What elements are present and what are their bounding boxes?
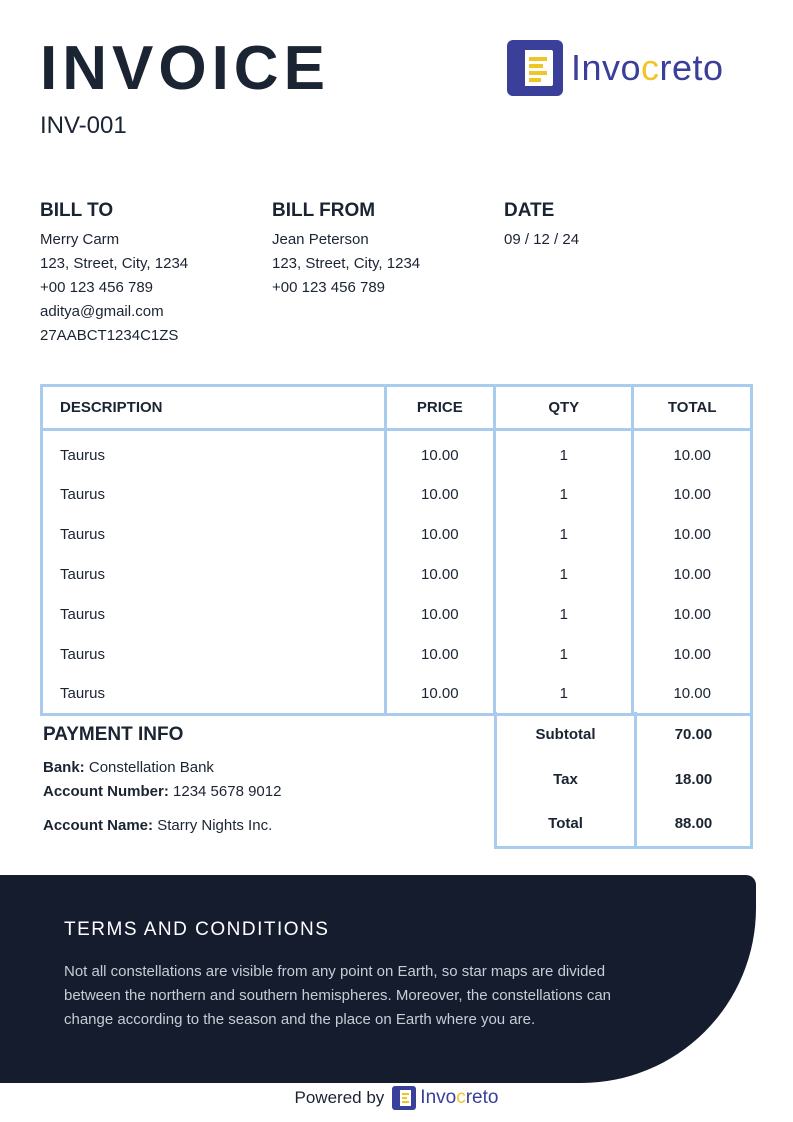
subtotal-label: Subtotal xyxy=(496,712,636,757)
item-description: Taurus xyxy=(42,430,386,475)
item-total: 10.00 xyxy=(673,526,711,543)
subtotal-row xyxy=(496,712,752,757)
bill-to-address: 123, Street, City, 1234 xyxy=(40,255,189,272)
bill-to-heading: BILL TO xyxy=(40,200,114,221)
document-icon xyxy=(392,1086,416,1110)
item-description: Taurus xyxy=(42,475,386,515)
item-total: 10.00 xyxy=(673,566,711,583)
item-qty: 1 xyxy=(495,595,633,635)
table-header-row xyxy=(42,386,752,430)
brand-name: Invocreto xyxy=(571,47,724,88)
item-total: 10.00 xyxy=(673,606,711,623)
terms-body: Not all constellations are visible from any point on Earth, so star maps are divided between the northern and southern hemispheres. Moreover, the constellations can change according to the season and the place on Earth where you are. xyxy=(64,963,612,1028)
item-description: Taurus xyxy=(42,515,386,555)
brand-logo xyxy=(507,40,724,96)
item-price: 10.00 xyxy=(385,555,495,595)
item-qty: 1 xyxy=(495,515,633,555)
tax-label: Tax xyxy=(496,757,636,802)
bill-from-name: Jean Peterson xyxy=(272,231,369,248)
total-row xyxy=(496,802,752,847)
table-row xyxy=(42,555,752,595)
item-qty: 1 xyxy=(495,555,633,595)
date-value: 09 / 12 / 24 xyxy=(504,231,580,248)
invoice-title: INVOICE xyxy=(40,34,330,103)
item-price: 10.00 xyxy=(385,675,495,715)
item-price: 10.00 xyxy=(385,515,495,555)
tax-value: 18.00 xyxy=(674,771,713,788)
table-row xyxy=(42,515,752,555)
bill-from-address: 123, Street, City, 1234 xyxy=(272,255,421,272)
item-qty: 1 xyxy=(495,430,633,475)
item-qty: 1 xyxy=(495,675,633,715)
bill-to-tax-id: 27AABCT1234C1ZS xyxy=(40,327,179,344)
bill-from-block xyxy=(272,200,420,300)
footer xyxy=(0,1086,793,1110)
table-row xyxy=(42,595,752,635)
payment-info xyxy=(43,724,281,838)
subtotal-value: 70.00 xyxy=(674,726,713,743)
item-total: 10.00 xyxy=(673,646,711,663)
item-price: 10.00 xyxy=(385,430,495,475)
invoice-number: INV-001 xyxy=(40,112,127,139)
date-block xyxy=(504,200,579,252)
totals-table xyxy=(494,712,753,849)
account-name-line: Account Name: Starry Nights Inc. xyxy=(43,817,273,834)
bill-from-phone: +00 123 456 789 xyxy=(272,279,386,296)
item-price: 10.00 xyxy=(385,595,495,635)
account-number-line: Account Number: 1234 5678 9012 xyxy=(43,783,282,800)
bill-from-heading: BILL FROM xyxy=(272,200,376,221)
item-description: Taurus xyxy=(42,555,386,595)
total-label: Total xyxy=(496,802,636,847)
terms-heading: TERMS AND CONDITIONS xyxy=(64,919,330,940)
item-total: 10.00 xyxy=(673,447,711,465)
powered-by-text: Powered by xyxy=(294,1088,385,1107)
item-total: 10.00 xyxy=(673,685,711,703)
terms-panel xyxy=(0,875,756,1083)
item-price: 10.00 xyxy=(385,635,495,675)
payment-heading: PAYMENT INFO xyxy=(43,724,184,745)
bill-to-email: aditya@gmail.com xyxy=(40,303,164,320)
tax-row xyxy=(496,757,752,802)
date-heading: DATE xyxy=(504,200,555,221)
table-row xyxy=(42,430,752,475)
column-header-description: DESCRIPTION xyxy=(42,386,386,430)
column-header-qty: QTY xyxy=(495,386,633,430)
bill-to-name: Merry Carm xyxy=(40,231,120,248)
total-value: 88.00 xyxy=(674,815,713,833)
item-qty: 1 xyxy=(495,635,633,675)
bill-to-block xyxy=(40,200,188,348)
column-header-total: TOTAL xyxy=(633,386,752,430)
document-icon xyxy=(507,40,563,96)
item-description: Taurus xyxy=(42,595,386,635)
item-qty: 1 xyxy=(495,475,633,515)
item-description: Taurus xyxy=(42,635,386,675)
table-row xyxy=(42,475,752,515)
footer-brand-name: Invocreto xyxy=(420,1087,499,1108)
item-price: 10.00 xyxy=(385,475,495,515)
item-total: 10.00 xyxy=(673,486,711,503)
bill-to-phone: +00 123 456 789 xyxy=(40,279,154,296)
column-header-price: PRICE xyxy=(385,386,495,430)
table-row xyxy=(42,675,752,715)
bank-line: Bank: Constellation Bank xyxy=(43,759,214,776)
item-description: Taurus xyxy=(42,675,386,715)
items-table xyxy=(40,384,753,716)
table-row xyxy=(42,635,752,675)
